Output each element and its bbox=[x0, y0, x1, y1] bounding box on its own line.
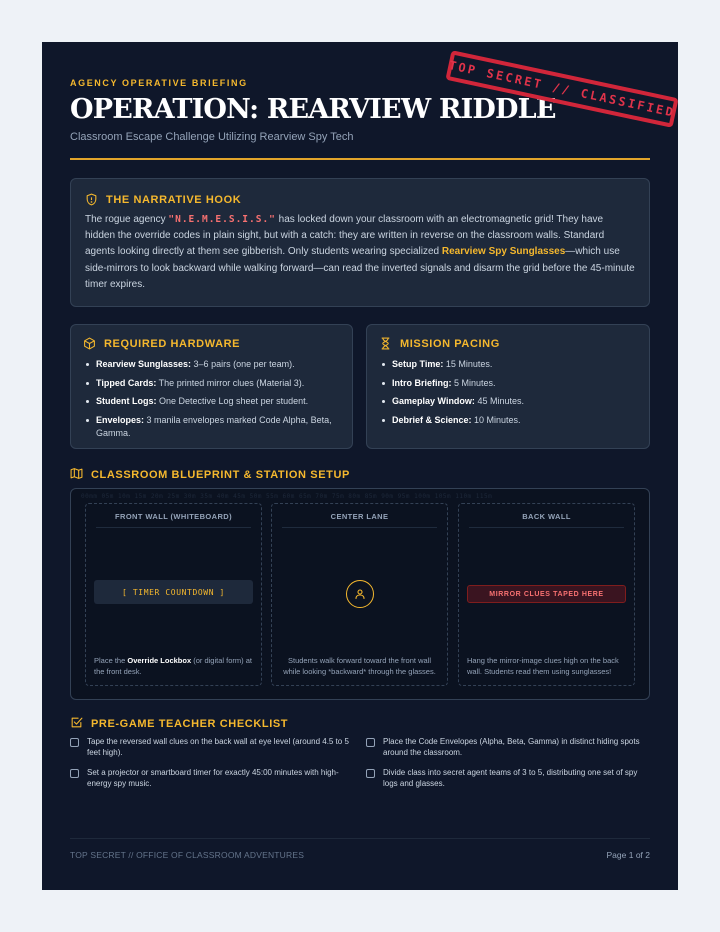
narrative-hook-card bbox=[70, 178, 650, 307]
agent-icon bbox=[346, 580, 374, 608]
zone-center-lane bbox=[271, 503, 448, 686]
list-item: Tipped Cards: The printed mirror clues (Material 3). bbox=[83, 377, 340, 390]
narrative-hook-title: THE NARRATIVE HOOK bbox=[106, 193, 242, 206]
required-hardware-card bbox=[70, 324, 353, 449]
checklist-item[interactable]: Tape the reversed wall clues on the back wall at eye level (around 4.5 to 5 feet high). bbox=[70, 737, 350, 758]
zone-front-wall bbox=[85, 503, 262, 686]
mirror-clues-badge: MIRROR CLUES TAPED HERE bbox=[467, 585, 626, 603]
blueprint-heading bbox=[70, 467, 350, 483]
sunglasses-highlight: Rearview Spy Sunglasses bbox=[441, 246, 566, 258]
timer-countdown: [ TIMER COUNTDOWN ] bbox=[94, 580, 253, 604]
mission-pacing-title: MISSION PACING bbox=[400, 337, 500, 350]
checkbox[interactable] bbox=[70, 769, 79, 778]
narrative-hook-heading bbox=[85, 193, 635, 206]
footer-divider bbox=[70, 838, 650, 839]
checkbox[interactable] bbox=[70, 738, 79, 747]
mission-pacing-card bbox=[366, 324, 650, 449]
zone-note: Hang the mirror-image clues high on the back wall. Students read them using sunglasses! bbox=[467, 656, 619, 676]
zone-note: Place the Override Lockbox (or digital form) at the front desk. bbox=[94, 656, 252, 676]
header-divider bbox=[70, 158, 650, 160]
checkbox[interactable] bbox=[366, 738, 375, 747]
list-item: Gameplay Window: 45 Minutes. bbox=[379, 395, 637, 408]
grid-ticks: 00mm 05m 10m 15m 20m 25m 30m 35m 40m 45m 50m 55m 60m 65m 70m 75m 80m 85m 90m 95m 100m 105m 110m 115m bbox=[81, 493, 493, 500]
briefing-page bbox=[42, 42, 678, 890]
classified-stamp: TOP SECRET // CLASSIFIED bbox=[445, 50, 678, 128]
narrative-hook-text: The rogue agency "N.E.M.E.S.I.S." has locked down your classroom with an electromagnetic grid! They have hidden the override codes in plain sight, but with a catch: they are written in reverse on the classroom walls. Standard agents looking directly at them see gibberish. Only students wearing specialized Rearview Spy Sunglasses—which use side-mirrors to look backward while walking forward—can read the inverted signals and disarm the grid before the 45-minute timer expires. bbox=[85, 214, 635, 290]
list-item: Student Logs: One Detective Log sheet per student. bbox=[83, 395, 340, 408]
checklist-title: PRE-GAME TEACHER CHECKLIST bbox=[91, 718, 289, 730]
cube-icon bbox=[83, 337, 96, 350]
checklist-heading bbox=[70, 716, 288, 732]
page-subtitle: Classroom Escape Challenge Utilizing Rearview Spy Tech bbox=[70, 131, 354, 143]
page-number: Page 1 of 2 bbox=[606, 850, 650, 860]
agency-name: "N.E.M.E.S.I.S." bbox=[168, 214, 276, 225]
shield-icon bbox=[85, 193, 98, 206]
zone-heading: FRONT WALL (WHITEBOARD) bbox=[96, 512, 251, 528]
checklist-item[interactable]: Divide class into secret agent teams of 3 to 5, distributing one set of spy logs and glasses. bbox=[366, 768, 646, 789]
map-icon bbox=[70, 467, 83, 483]
list-item: Rearview Sunglasses: 3–6 pairs (one per team). bbox=[83, 358, 340, 371]
pacing-list bbox=[379, 358, 637, 427]
checkbox[interactable] bbox=[366, 769, 375, 778]
eyebrow-label: AGENCY OPERATIVE BRIEFING bbox=[70, 78, 248, 88]
page-title: OPERATION: REARVIEW RIDDLE bbox=[70, 94, 556, 125]
blueprint-title: CLASSROOM BLUEPRINT & STATION SETUP bbox=[91, 469, 350, 481]
list-item: Debrief & Science: 10 Minutes. bbox=[379, 414, 637, 427]
list-item: Setup Time: 15 Minutes. bbox=[379, 358, 637, 371]
zone-heading: BACK WALL bbox=[469, 512, 624, 528]
footer-label: TOP SECRET // OFFICE OF CLASSROOM ADVENTURES bbox=[70, 850, 305, 860]
zone-heading: CENTER LANE bbox=[282, 512, 437, 528]
checkbox-icon bbox=[70, 716, 83, 732]
list-item: Envelopes: 3 manila envelopes marked Code Alpha, Beta, Gamma. bbox=[83, 414, 340, 440]
checklist-item[interactable]: Set a projector or smartboard timer for exactly 45:00 minutes with high-energy spy music. bbox=[70, 768, 350, 789]
zone-note: Students walk forward toward the front wall while looking *backward* through the glasses. bbox=[283, 656, 436, 676]
zone-back-wall bbox=[458, 503, 635, 686]
required-hardware-title: REQUIRED HARDWARE bbox=[104, 337, 241, 350]
checklist-item[interactable]: Place the Code Envelopes (Alpha, Beta, Gamma) in distinct hiding spots around the classroom. bbox=[366, 737, 646, 758]
classroom-blueprint bbox=[70, 488, 650, 700]
hourglass-icon bbox=[379, 337, 392, 350]
list-item: Intro Briefing: 5 Minutes. bbox=[379, 377, 637, 390]
hardware-list bbox=[83, 358, 340, 440]
